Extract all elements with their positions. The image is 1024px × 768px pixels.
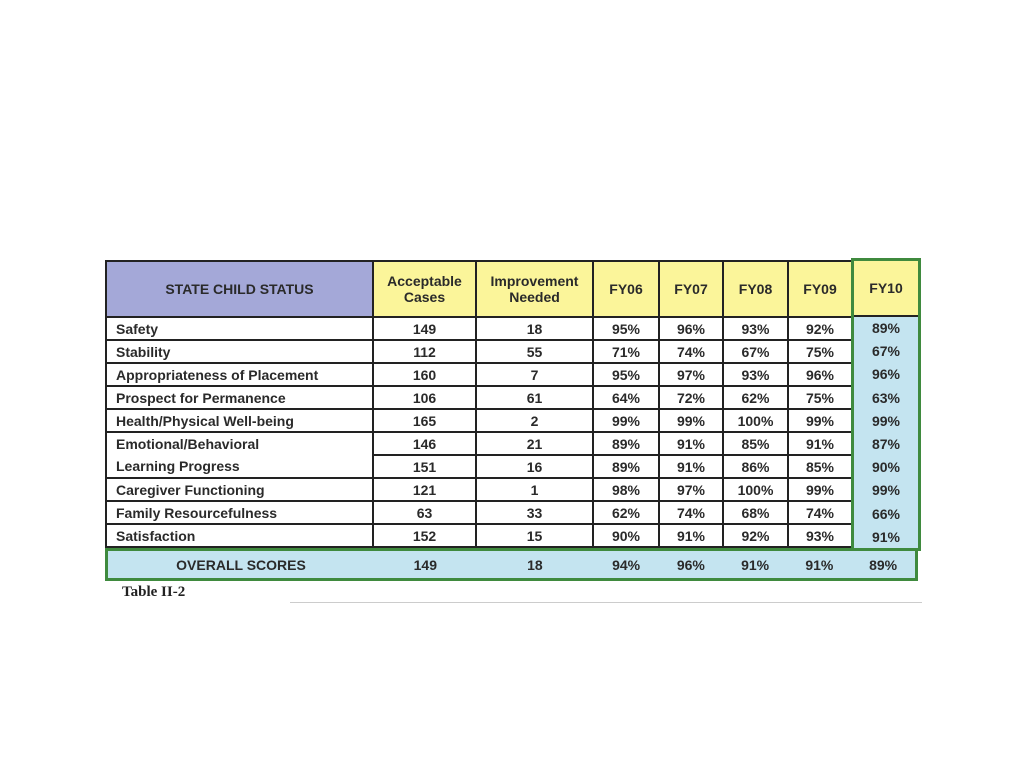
cell-fy10: 99% — [871, 482, 901, 499]
cell-fy07: 74% — [659, 340, 723, 363]
header-fy08: FY08 — [723, 261, 788, 317]
header-fy06: FY06 — [593, 261, 659, 317]
cell-fy08: 68% — [723, 501, 788, 524]
table-row — [106, 524, 852, 547]
cell-improvement: 18 — [476, 317, 593, 340]
cell-fy10: 96% — [871, 366, 901, 383]
cell-acceptable: 112 — [373, 340, 476, 363]
row-label: Appropriateness of Placement — [106, 363, 373, 386]
cell-fy10: 87% — [871, 435, 901, 452]
header-acceptable-text: Acceptable Cases — [387, 273, 462, 305]
cell-fy06: 90% — [593, 524, 659, 547]
cell-fy08: 62% — [723, 386, 788, 409]
cell-improvement: 1 — [476, 478, 593, 501]
row-label: Caregiver Functioning — [106, 478, 373, 501]
header-acceptable-cases — [373, 261, 476, 317]
cell-improvement: 33 — [476, 501, 593, 524]
table-row — [106, 455, 852, 478]
cell-fy08: 86% — [723, 455, 788, 478]
cell-fy06: 89% — [593, 432, 659, 455]
cell-acceptable: 146 — [373, 432, 476, 455]
row-label: Emotional/Behavioral — [106, 432, 373, 455]
cell-fy08: 93% — [723, 317, 788, 340]
cell-fy07: 91% — [659, 432, 723, 455]
cell-fy06: 89% — [593, 455, 659, 478]
cell-fy08: 92% — [723, 524, 788, 547]
header-fy07: FY07 — [659, 261, 723, 317]
cell-fy08: 100% — [723, 409, 788, 432]
cell-improvement: 55 — [476, 340, 593, 363]
cell-fy07: 91% — [659, 524, 723, 547]
cell-fy08: 67% — [723, 340, 788, 363]
cell-fy10: 63% — [871, 389, 901, 406]
cell-fy09: 99% — [788, 478, 852, 501]
cell-fy09: 92% — [788, 317, 852, 340]
table-row — [106, 363, 852, 386]
cell-acceptable: 151 — [373, 455, 476, 478]
header-state-child-status: STATE CHILD STATUS — [106, 261, 373, 317]
cell-fy09: 91% — [788, 432, 852, 455]
divider — [290, 602, 922, 603]
cell-fy08: 100% — [723, 478, 788, 501]
table-row — [106, 409, 852, 432]
overall-improvement: 18 — [527, 556, 543, 573]
overall-acceptable: 149 — [413, 556, 437, 573]
cell-acceptable: 152 — [373, 524, 476, 547]
cell-fy07: 99% — [659, 409, 723, 432]
header-row — [106, 261, 852, 317]
cell-improvement: 16 — [476, 455, 593, 478]
cell-fy09: 93% — [788, 524, 852, 547]
cell-acceptable: 63 — [373, 501, 476, 524]
header-fy09: FY09 — [788, 261, 852, 317]
table-row — [106, 501, 852, 524]
overall-fy10: 89% — [869, 556, 898, 573]
cell-fy06: 71% — [593, 340, 659, 363]
overall-fy06: 94% — [612, 556, 641, 573]
cell-acceptable: 160 — [373, 363, 476, 386]
overall-fy07: 96% — [676, 556, 705, 573]
cell-fy06: 99% — [593, 409, 659, 432]
cell-acceptable: 106 — [373, 386, 476, 409]
cell-fy09: 99% — [788, 409, 852, 432]
cell-fy07: 97% — [659, 478, 723, 501]
cell-fy06: 95% — [593, 317, 659, 340]
row-label: Safety — [106, 317, 373, 340]
cell-fy09: 85% — [788, 455, 852, 478]
row-label: Satisfaction — [106, 524, 373, 547]
cell-improvement: 15 — [476, 524, 593, 547]
row-label: Family Resourcefulness — [106, 501, 373, 524]
cell-fy10: 66% — [871, 505, 901, 522]
row-label: Learning Progress — [106, 455, 373, 478]
table-row — [106, 478, 852, 501]
cell-fy08: 85% — [723, 432, 788, 455]
cell-fy09: 75% — [788, 340, 852, 363]
cell-improvement: 61 — [476, 386, 593, 409]
cell-fy10: 67% — [871, 343, 901, 360]
row-label: Health/Physical Well-being — [106, 409, 373, 432]
cell-fy06: 62% — [593, 501, 659, 524]
cell-fy09: 75% — [788, 386, 852, 409]
overall-fy08: 91% — [741, 556, 770, 573]
cell-fy06: 95% — [593, 363, 659, 386]
table-row — [106, 317, 852, 340]
header-improvement-needed — [476, 261, 593, 317]
header-improvement-text: Improvement Needed — [490, 273, 579, 305]
table-row — [106, 386, 852, 409]
row-label: Prospect for Permanence — [106, 386, 373, 409]
cell-improvement: 7 — [476, 363, 593, 386]
overall-scores-row — [105, 548, 918, 581]
cell-fy07: 72% — [659, 386, 723, 409]
overall-label: OVERALL SCORES — [176, 556, 306, 573]
cell-fy06: 98% — [593, 478, 659, 501]
cell-acceptable: 149 — [373, 317, 476, 340]
header-fy10: FY10 — [854, 261, 918, 317]
cell-fy07: 97% — [659, 363, 723, 386]
cell-fy09: 74% — [788, 501, 852, 524]
cell-fy07: 91% — [659, 455, 723, 478]
cell-fy09: 96% — [788, 363, 852, 386]
cell-fy10: 91% — [871, 528, 901, 545]
cell-fy10: 99% — [871, 412, 901, 429]
cell-fy08: 93% — [723, 363, 788, 386]
table-row — [106, 432, 852, 455]
cell-acceptable: 121 — [373, 478, 476, 501]
table-row — [106, 340, 852, 363]
cell-fy07: 74% — [659, 501, 723, 524]
overall-fy09: 91% — [805, 556, 834, 573]
cell-fy07: 96% — [659, 317, 723, 340]
cell-improvement: 2 — [476, 409, 593, 432]
cell-improvement: 21 — [476, 432, 593, 455]
table-caption: Table II-2 — [122, 584, 186, 600]
fy10-column — [851, 258, 921, 551]
row-label: Stability — [106, 340, 373, 363]
cell-acceptable: 165 — [373, 409, 476, 432]
cell-fy10: 89% — [871, 320, 901, 336]
cell-fy10: 90% — [871, 459, 901, 476]
cell-fy06: 64% — [593, 386, 659, 409]
state-child-status-table — [105, 260, 918, 573]
